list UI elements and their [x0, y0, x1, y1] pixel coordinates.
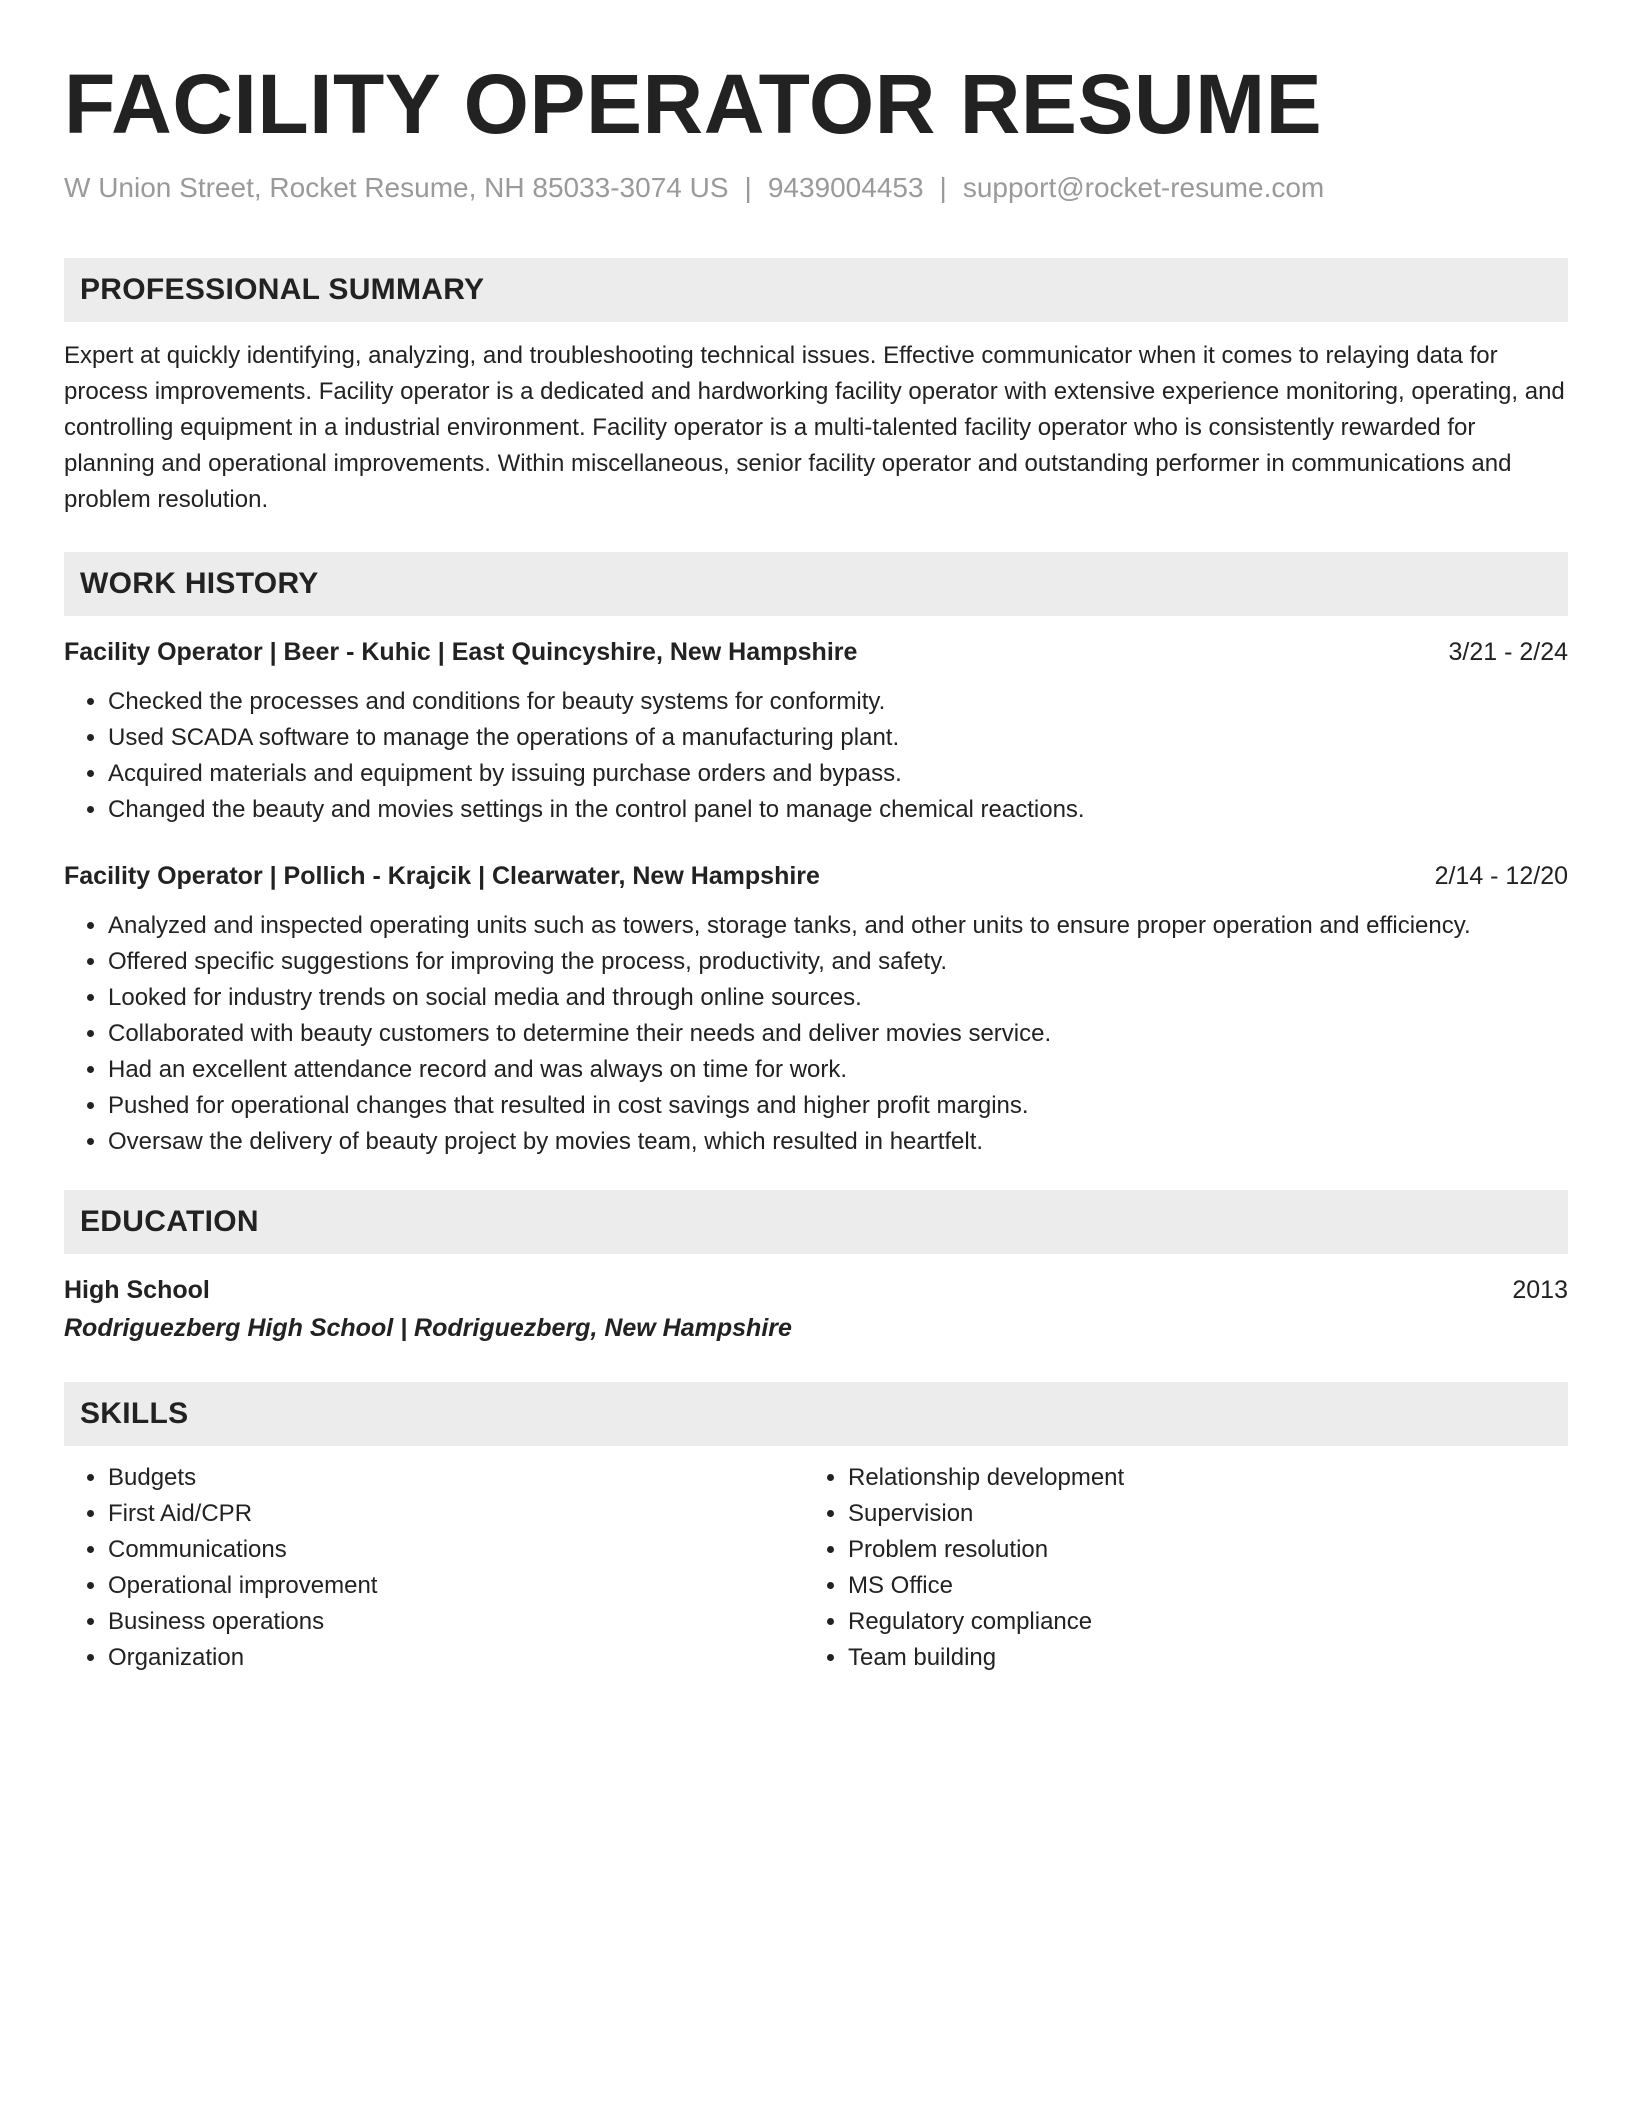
- section-header-skills: SKILLS: [64, 1382, 1568, 1446]
- job-bullet: • Acquired materials and equipment by issuing purchase orders and bypass.: [108, 756, 1568, 792]
- contact-separator: |: [939, 172, 947, 203]
- job-bullet-list: [64, 908, 1568, 1160]
- job-header: [64, 858, 1568, 894]
- job-title: Facility Operator | Pollich - Krajcik | Clearwater, New Hampshire: [64, 862, 820, 890]
- skill-item: • Communications: [108, 1532, 804, 1568]
- contact-separator: |: [744, 172, 752, 203]
- job-entry: [64, 858, 1568, 1160]
- job-bullet: • Offered specific suggestions for improving the process, productivity, and safety.: [108, 944, 1568, 980]
- skill-item: • Regulatory compliance: [848, 1604, 1544, 1640]
- job-dates: 2/14 - 12/20: [1434, 862, 1568, 890]
- job-dates: 3/21 - 2/24: [1448, 638, 1568, 666]
- education-school: Rodriguezberg High School | Rodriguezberg, New Hampshire: [64, 1314, 792, 1342]
- education-year: 2013: [1512, 1276, 1568, 1304]
- education-header: [64, 1272, 1568, 1308]
- contact-line: [64, 170, 1568, 206]
- contact-email: support@rocket-resume.com: [962, 172, 1325, 203]
- job-bullet-list: [64, 684, 1568, 828]
- job-bullet: • Had an excellent attendance record and was always on time for work.: [108, 1052, 1568, 1088]
- job-title: Facility Operator | Beer - Kuhic | East Quincyshire, New Hampshire: [64, 638, 858, 666]
- section-header-education: EDUCATION: [64, 1190, 1568, 1254]
- education-degree: High School: [64, 1276, 210, 1304]
- skill-item: • Relationship development: [848, 1460, 1544, 1496]
- skill-item: • First Aid/CPR: [108, 1496, 804, 1532]
- skill-item: • Team building: [848, 1640, 1544, 1676]
- skills-columns: [64, 1460, 1568, 1676]
- section-header-summary: PROFESSIONAL SUMMARY: [64, 258, 1568, 322]
- skill-item: • MS Office: [848, 1568, 1544, 1604]
- skill-item: • Operational improvement: [108, 1568, 804, 1604]
- job-bullet: • Oversaw the delivery of beauty project by movies team, which resulted in heartfelt.: [108, 1124, 1568, 1160]
- skill-item: • Supervision: [848, 1496, 1544, 1532]
- skill-item: • Problem resolution: [848, 1532, 1544, 1568]
- job-bullet: • Analyzed and inspected operating units such as towers, storage tanks, and other units to ensure proper operation and efficiency.: [108, 908, 1568, 944]
- skills-list-left: [64, 1460, 804, 1676]
- skills-list-right: [804, 1460, 1544, 1676]
- summary-text: Expert at quickly identifying, analyzing, and troubleshooting technical issues. Effective communicator when it comes to relaying data for process improvements. Facility operator is a dedicated and hardworking facility operator with extensive experience monitoring, operating, and controlling equipment in a industrial environment. Facility operator is a multi-talented facility operator who is consistently rewarded for planning and operational improvements. Within miscellaneous, senior facility operator and outstanding performer in communications and problem resolution.: [64, 342, 1565, 513]
- job-bullet: • Pushed for operational changes that resulted in cost savings and higher profit margins.: [108, 1088, 1568, 1124]
- contact-address: W Union Street, Rocket Resume, NH 85033-3074 US: [64, 172, 729, 203]
- section-header-work-history: WORK HISTORY: [64, 552, 1568, 616]
- skill-item: • Organization: [108, 1640, 804, 1676]
- skill-item: • Business operations: [108, 1604, 804, 1640]
- job-bullet: • Collaborated with beauty customers to determine their needs and deliver movies service.: [108, 1016, 1568, 1052]
- job-bullet: • Changed the beauty and movies settings in the control panel to manage chemical reactions.: [108, 792, 1568, 828]
- education-entry: [64, 1272, 1568, 1348]
- job-header: [64, 634, 1568, 670]
- contact-phone: 9439004453: [767, 172, 924, 203]
- job-bullet: • Looked for industry trends on social media and through online sources.: [108, 980, 1568, 1016]
- skill-item: • Budgets: [108, 1460, 804, 1496]
- job-entry: [64, 634, 1568, 828]
- resume-title: FACILITY OPERATOR RESUME: [64, 57, 1323, 151]
- job-bullet: • Used SCADA software to manage the operations of a manufacturing plant.: [108, 720, 1568, 756]
- job-bullet: • Checked the processes and conditions for beauty systems for conformity.: [108, 684, 1568, 720]
